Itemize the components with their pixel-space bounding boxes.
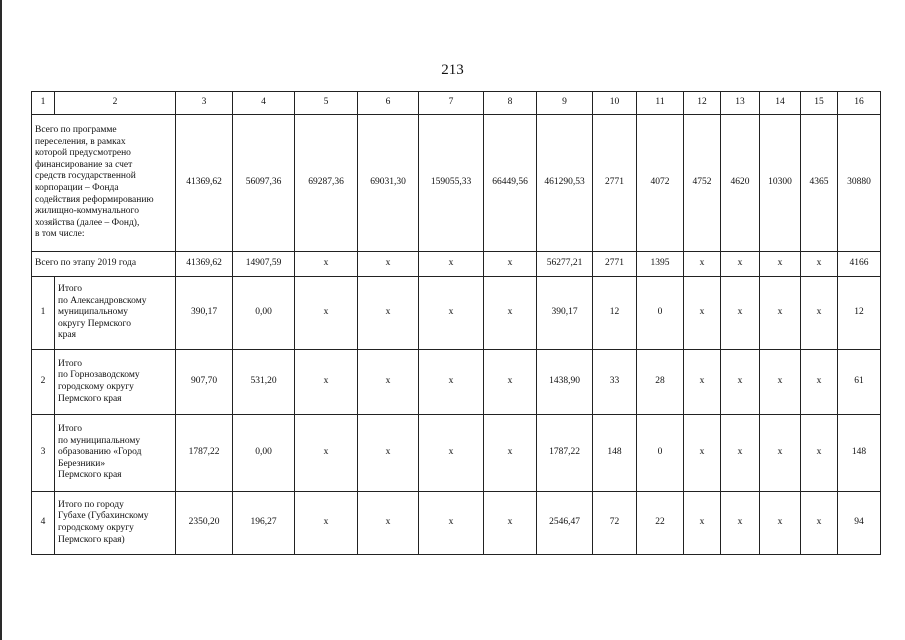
column-number-header: 16	[838, 92, 881, 115]
value-cell: х	[419, 492, 484, 555]
table-row-program-total	[32, 115, 881, 252]
municipality-label	[55, 492, 176, 555]
value-cell: х	[358, 415, 419, 492]
row-number: 2	[32, 350, 55, 415]
value-cell: х	[760, 492, 801, 555]
value-cell: х	[419, 415, 484, 492]
column-number-header: 7	[419, 92, 484, 115]
row-label-line: по Горнозаводскому	[58, 370, 140, 381]
value-cell: х	[684, 252, 721, 277]
value-cell: х	[419, 350, 484, 415]
column-number-header: 9	[537, 92, 593, 115]
value-cell: х	[721, 492, 760, 555]
value-cell: 28	[637, 350, 684, 415]
value-cell: 0,00	[233, 277, 295, 350]
row-label-line: округу Пермского	[58, 318, 131, 329]
value-cell: 94	[838, 492, 881, 555]
value-cell: 148	[593, 415, 637, 492]
value-cell: 12	[838, 277, 881, 350]
value-cell: х	[484, 492, 537, 555]
value-cell: 2771	[593, 115, 637, 252]
column-number-header: 8	[484, 92, 537, 115]
row-label-line: образованию «Город	[58, 447, 142, 458]
value-cell: х	[419, 252, 484, 277]
value-cell: х	[358, 252, 419, 277]
value-cell: х	[358, 277, 419, 350]
value-cell: 907,70	[176, 350, 233, 415]
table-row	[32, 277, 881, 350]
value-cell: 12	[593, 277, 637, 350]
row-label-line: Итого	[58, 284, 83, 295]
row-number: 1	[32, 277, 55, 350]
value-cell: х	[684, 492, 721, 555]
value-cell: 390,17	[176, 277, 233, 350]
value-cell: 390,17	[537, 277, 593, 350]
value-cell: х	[760, 252, 801, 277]
municipality-label	[55, 277, 176, 350]
column-number-row	[32, 92, 881, 115]
row-label-line: в том числе:	[35, 229, 85, 240]
row-number: 4	[32, 492, 55, 555]
table-row	[32, 350, 881, 415]
value-cell: 30880	[838, 115, 881, 252]
value-cell: 4365	[801, 115, 838, 252]
column-number-header: 12	[684, 92, 721, 115]
value-cell: х	[801, 350, 838, 415]
value-cell: 2771	[593, 252, 637, 277]
value-cell: х	[801, 415, 838, 492]
column-number-header: 4	[233, 92, 295, 115]
row-label-line: средств государственной	[35, 171, 136, 182]
value-cell: 148	[838, 415, 881, 492]
value-cell: х	[721, 415, 760, 492]
program-total-label	[32, 115, 176, 252]
row-label-line: Всего по программе	[35, 125, 117, 136]
value-cell: х	[358, 492, 419, 555]
value-cell: х	[801, 277, 838, 350]
value-cell: х	[801, 492, 838, 555]
row-label-line: переселения, в рамках	[35, 136, 126, 147]
value-cell: 72	[593, 492, 637, 555]
value-cell: х	[484, 277, 537, 350]
value-cell: х	[419, 277, 484, 350]
row-label-line: Итого	[58, 358, 83, 369]
row-label-line: Пермского края	[58, 470, 122, 481]
value-cell: 14907,59	[233, 252, 295, 277]
value-cell: 41369,62	[176, 252, 233, 277]
column-number-header: 14	[760, 92, 801, 115]
value-cell: х	[684, 277, 721, 350]
row-number: 3	[32, 415, 55, 492]
value-cell: 4072	[637, 115, 684, 252]
column-number-header: 15	[801, 92, 838, 115]
value-cell: 4620	[721, 115, 760, 252]
value-cell: 66449,56	[484, 115, 537, 252]
value-cell: х	[721, 277, 760, 350]
value-cell: х	[484, 252, 537, 277]
column-number-header: 1	[32, 92, 55, 115]
value-cell: х	[760, 415, 801, 492]
value-cell: х	[721, 252, 760, 277]
value-cell: х	[295, 252, 358, 277]
row-label-line: корпорации – Фонда	[35, 183, 119, 193]
value-cell: 22	[637, 492, 684, 555]
row-label-line: края	[58, 330, 76, 341]
row-label-line: Березники»	[58, 458, 106, 469]
row-label-line: финансирование за счет	[35, 159, 133, 170]
value-cell: 1787,22	[176, 415, 233, 492]
value-cell: 41369,62	[176, 115, 233, 252]
value-cell: 196,27	[233, 492, 295, 555]
column-number-header: 2	[55, 92, 176, 115]
value-cell: х	[721, 350, 760, 415]
value-cell: х	[760, 350, 801, 415]
value-cell: 1395	[637, 252, 684, 277]
value-cell: 0,00	[233, 415, 295, 492]
row-label-line: хозяйства (далее – Фонд),	[35, 217, 140, 228]
value-cell: 1438,90	[537, 350, 593, 415]
table-row	[32, 492, 881, 555]
value-cell: 69031,30	[358, 115, 419, 252]
column-number-header: 10	[593, 92, 637, 115]
row-label-line: городскому округу	[58, 382, 134, 392]
column-number-header: 6	[358, 92, 419, 115]
value-cell: х	[684, 415, 721, 492]
value-cell: х	[295, 415, 358, 492]
value-cell: х	[801, 252, 838, 277]
row-label-line: которой предусмотрено	[35, 148, 131, 159]
value-cell: 61	[838, 350, 881, 415]
value-cell: 56097,36	[233, 115, 295, 252]
value-cell: 4166	[838, 252, 881, 277]
row-label-line: Пермского края	[58, 393, 122, 404]
column-number-header: 3	[176, 92, 233, 115]
value-cell: 33	[593, 350, 637, 415]
resettlement-table	[31, 91, 881, 555]
value-cell: х	[295, 492, 358, 555]
row-label-line: Итого по городу	[58, 499, 124, 510]
value-cell: 4752	[684, 115, 721, 252]
municipality-label	[55, 350, 176, 415]
value-cell: х	[760, 277, 801, 350]
value-cell: 2546,47	[537, 492, 593, 555]
value-cell: 10300	[760, 115, 801, 252]
row-label-line: городскому округу	[58, 523, 134, 533]
row-label-line: Итого	[58, 424, 83, 435]
value-cell: х	[295, 277, 358, 350]
column-number-header: 11	[637, 92, 684, 115]
row-label-line: жилищно-коммунального	[35, 206, 139, 217]
row-label-line: содействия реформированию	[35, 194, 154, 205]
value-cell: 69287,36	[295, 115, 358, 252]
value-cell: х	[484, 350, 537, 415]
row-label-line: по муниципальному	[58, 435, 141, 446]
table-row	[32, 415, 881, 492]
value-cell: 0	[637, 277, 684, 350]
row-label-line: муниципальному	[58, 307, 128, 318]
municipality-label	[55, 415, 176, 492]
value-cell: 531,20	[233, 350, 295, 415]
value-cell: 2350,20	[176, 492, 233, 555]
page-number: 213	[441, 62, 464, 78]
row-label-line: Губахе (Губахинскому	[58, 511, 149, 522]
value-cell: х	[684, 350, 721, 415]
row-label-line: Пермского края)	[58, 534, 125, 545]
value-cell: 159055,33	[419, 115, 484, 252]
column-number-header: 13	[721, 92, 760, 115]
value-cell: х	[295, 350, 358, 415]
value-cell: 1787,22	[537, 415, 593, 492]
value-cell: 461290,53	[537, 115, 593, 252]
scan-edge	[0, 0, 2, 640]
row-label-line: по Александровскому	[58, 295, 147, 306]
value-cell: х	[484, 415, 537, 492]
stage-total-label: Всего по этапу 2019 года	[32, 252, 176, 277]
column-number-header: 5	[295, 92, 358, 115]
value-cell: 0	[637, 415, 684, 492]
value-cell: 56277,21	[537, 252, 593, 277]
value-cell: х	[358, 350, 419, 415]
table-row-stage-2019	[32, 252, 881, 277]
